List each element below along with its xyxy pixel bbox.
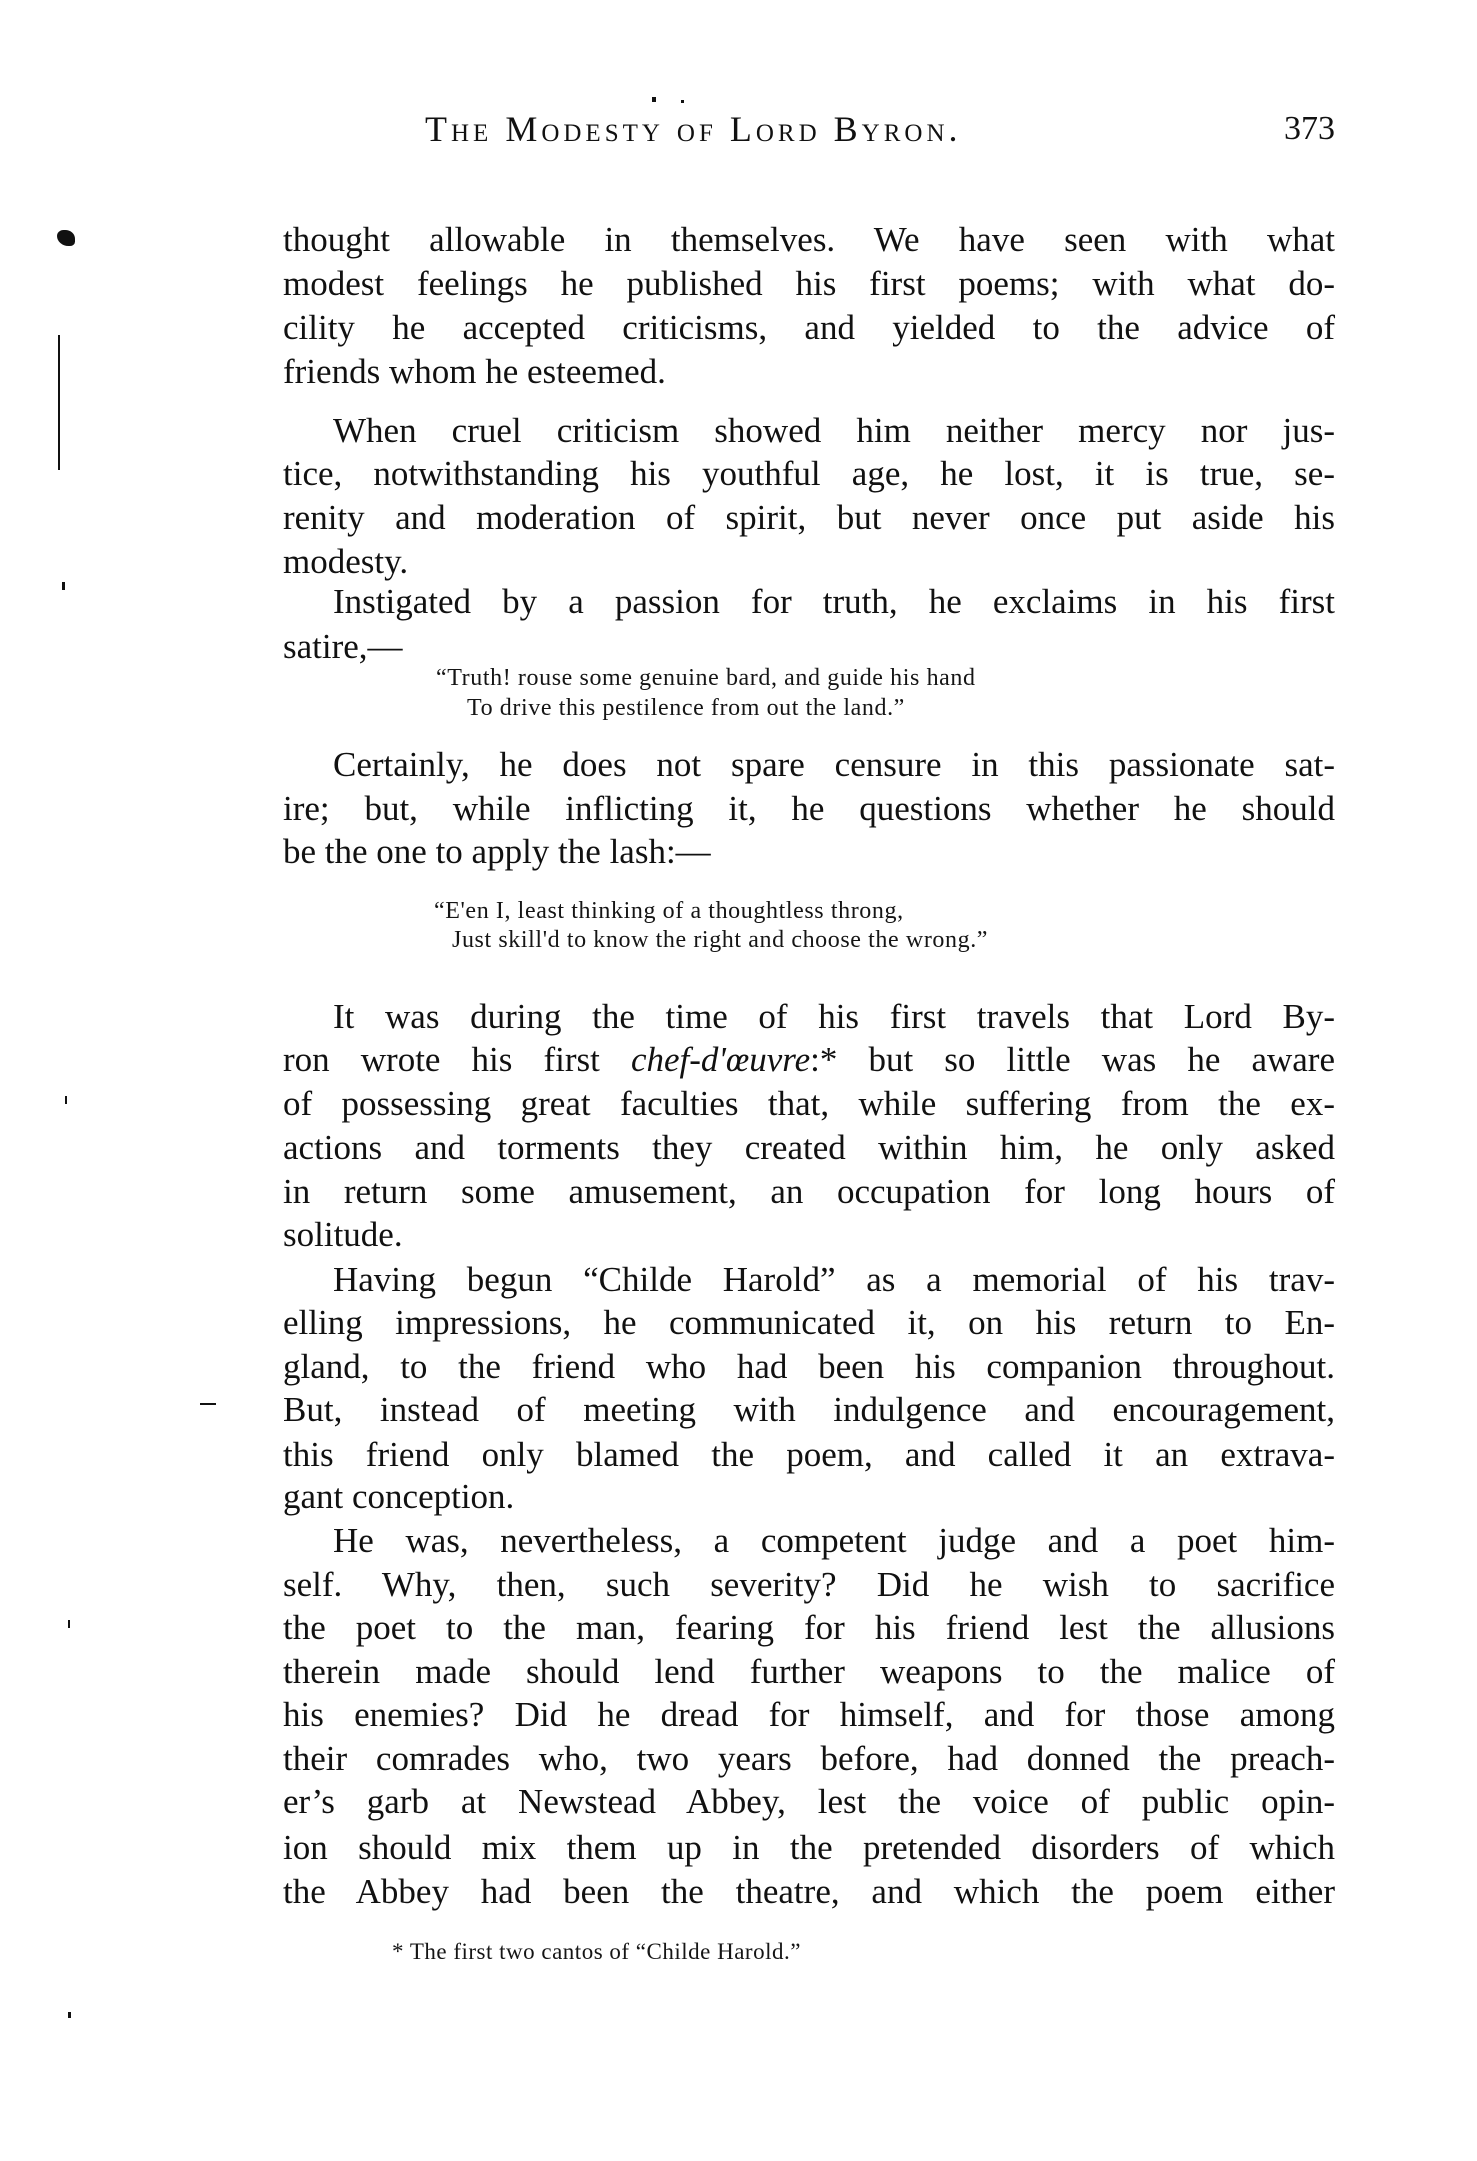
body-text: ron wrote his first [283, 1040, 631, 1079]
body-line: their comrades who, two years before, had donned the preach- [283, 1739, 1335, 1778]
body-line: the Abbey had been the theatre, and which the poem either [283, 1872, 1335, 1911]
body-line: modesty. [283, 542, 409, 581]
scan-margin-dash [200, 1403, 216, 1405]
body-line: renity and moderation of spirit, but never once put aside his [283, 498, 1335, 537]
body-line: his enemies? Did he dread for himself, and for those among [283, 1695, 1335, 1734]
verse-quote-line: “Truth! rouse some genuine bard, and guide his hand [436, 665, 976, 691]
body-text: :* but so little was he aware [810, 1040, 1335, 1079]
body-line: elling impressions, he communicated it, on his return to En- [283, 1303, 1335, 1342]
body-line: ire; but, while inflicting it, he questions whether he should [283, 789, 1335, 828]
body-line: gland, to the friend who had been his companion throughout. [283, 1347, 1335, 1386]
body-line: self. Why, then, such severity? Did he wish to sacrifice [283, 1565, 1335, 1604]
running-header [425, 104, 1335, 154]
scan-speck [65, 1096, 67, 1104]
body-line: cility he accepted criticisms, and yielded to the advice of [283, 308, 1335, 347]
body-line: solitude. [283, 1215, 403, 1254]
body-line: this friend only blamed the poem, and called it an extrava- [283, 1435, 1335, 1474]
body-line: Certainly, he does not spare censure in this passionate sat- [333, 745, 1335, 784]
body-line: ion should mix them up in the pretended disorders of which [283, 1828, 1335, 1867]
body-line: actions and torments they created within him, he only asked [283, 1128, 1335, 1167]
body-line: He was, nevertheless, a competent judge and a poet him- [333, 1521, 1335, 1560]
body-line: modest feelings he published his first poems; with what do- [283, 264, 1335, 303]
scan-speck [68, 2012, 71, 2018]
scan-speck [62, 582, 65, 590]
body-line: It was during the time of his first travels that Lord By- [333, 997, 1335, 1036]
body-line-with-italic [283, 1038, 1335, 1082]
verse-quote-line: To drive this pestilence from out the land.” [467, 695, 905, 721]
scan-margin-line [58, 335, 60, 470]
body-line: er’s garb at Newstead Abbey, lest the voice of public opin- [283, 1782, 1335, 1821]
body-line: be the one to apply the lash:— [283, 832, 711, 871]
body-line: thought allowable in themselves. We have seen with what [283, 220, 1335, 259]
body-line: of possessing great faculties that, while suffering from the ex- [283, 1084, 1335, 1123]
verse-quote-line: “E'en I, least thinking of a thoughtless throng, [434, 898, 904, 924]
page-number: 373 [1284, 110, 1335, 147]
body-line: in return some amusement, an occupation for long hours of [283, 1172, 1335, 1211]
body-line: Instigated by a passion for truth, he exclaims in his first [333, 582, 1335, 621]
body-line: But, instead of meeting with indulgence and encouragement, [283, 1390, 1335, 1429]
italic-phrase: chef-d'œuvre [630, 1040, 811, 1079]
body-line: tice, notwithstanding his youthful age, he lost, it is true, se- [283, 454, 1335, 493]
body-line: therein made should lend further weapons to the malice of [283, 1652, 1335, 1691]
footnote: * The first two cantos of “Childe Harold.” [392, 1939, 801, 1964]
scan-speck [652, 97, 656, 102]
scan-speck [68, 1620, 70, 1628]
scan-speck [681, 100, 684, 103]
running-header-title: The Modesty of Lord Byron. [425, 109, 962, 149]
body-line: the poet to the man, fearing for his friend lest the allusions [283, 1608, 1335, 1647]
body-line: When cruel criticism showed him neither mercy nor jus- [333, 411, 1335, 450]
body-line: friends whom he esteemed. [283, 352, 666, 391]
verse-quote-line: Just skill'd to know the right and choose the wrong.” [452, 927, 989, 953]
scan-margin-mark [57, 230, 75, 246]
body-line: gant conception. [283, 1477, 515, 1516]
body-line: Having begun “Childe Harold” as a memorial of his trav- [333, 1260, 1335, 1299]
body-line: satire,— [283, 627, 403, 666]
